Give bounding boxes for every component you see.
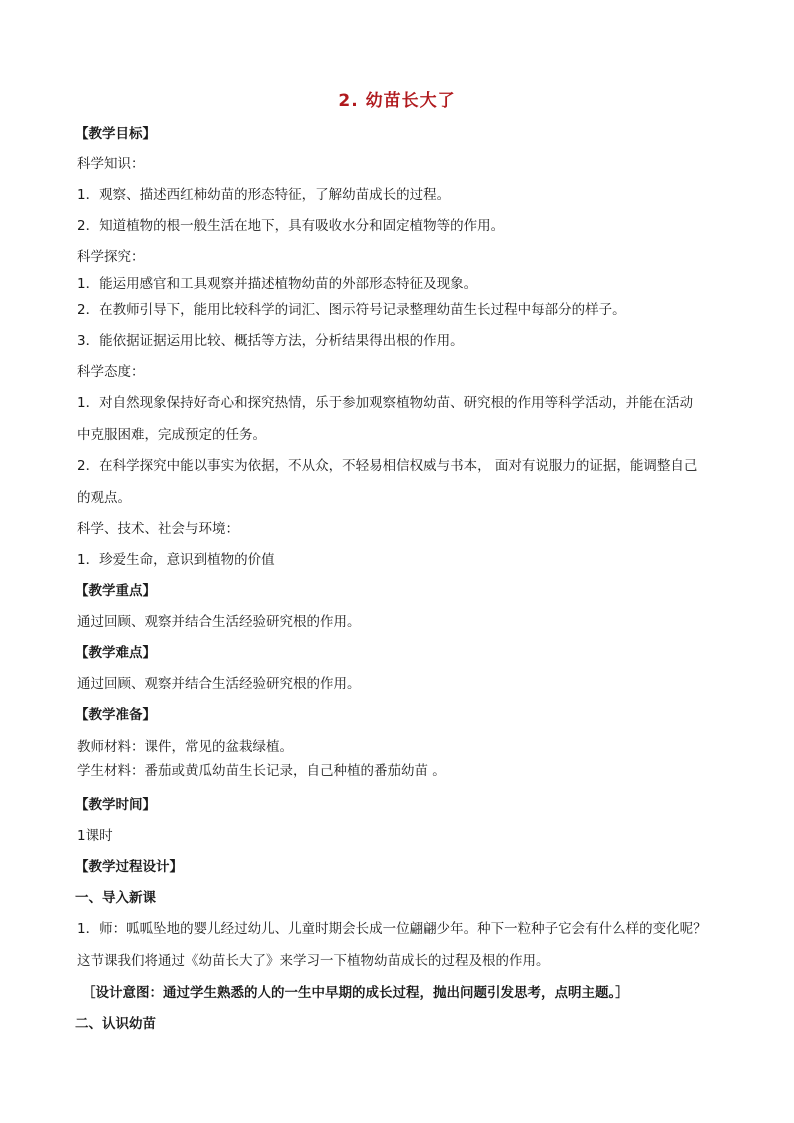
section-heading-process: 【教学过程设计】 [75, 859, 183, 875]
text-line: 2．在教师引导下，能用比较科学的词汇、图示符号记录整理幼苗生长过程中每部分的样子。 [77, 302, 626, 318]
section-heading-objectives: 【教学目标】 [75, 126, 156, 142]
text-line: 2．在科学探究中能以事实为依据，不从众，不轻易相信权威与书本， 面对有说服力的证据，能调整自己 [77, 458, 698, 474]
text-line: 中克服困难，完成预定的任务。 [77, 427, 266, 443]
text-line: 1．观察、描述西红柿幼苗的形态特征，了解幼苗成长的过程。 [77, 187, 451, 203]
text-line: 的观点。 [77, 490, 131, 506]
subsection-heading-intro: 一、导入新课 [75, 890, 156, 906]
design-intent-note: ［设计意图：通过学生熟悉的人的一生中早期的成长过程，抛出问题引发思考，点明主题。］ [82, 985, 629, 1001]
section-heading-key-points: 【教学重点】 [75, 583, 156, 599]
text-line: 这节课我们将通过《幼苗长大了》来学习一下植物幼苗成长的过程及根的作用。 [77, 953, 550, 969]
text-line: 1课时 [77, 828, 113, 844]
subheading-attitude: 科学态度： [77, 364, 145, 380]
text-line: 学生材料：番茄或黄瓜幼苗生长记录，自己种植的番茄幼苗 。 [77, 763, 446, 779]
text-line: 1．能运用感官和工具观察并描述植物幼苗的外部形态特征及现象。 [77, 276, 478, 292]
text-line: 2．知道植物的根一般生活在地下，具有吸收水分和固定植物等的作用。 [77, 218, 505, 234]
text-line: 教师材料：课件，常见的盆栽绿植。 [77, 739, 293, 755]
subheading-inquiry: 科学探究： [77, 249, 145, 265]
text-line: 1．师：呱呱坠地的婴儿经过幼儿、儿童时期会长成一位翩翩少年。种下一粒种子它会有什么样的变化呢？ [77, 921, 707, 937]
section-heading-preparation: 【教学准备】 [75, 707, 156, 723]
subheading-knowledge: 科学知识： [77, 156, 145, 172]
text-line: 通过回顾、观察并结合生活经验研究根的作用。 [77, 614, 361, 630]
subsection-heading-seedlings: 二、认识幼苗 [75, 1016, 156, 1032]
text-line: 3．能依据证据运用比较、概括等方法，分析结果得出根的作用。 [77, 333, 464, 349]
text-line: 通过回顾、观察并结合生活经验研究根的作用。 [77, 676, 361, 692]
section-heading-difficulties: 【教学难点】 [75, 645, 156, 661]
subheading-society: 科学、技术、社会与环境： [77, 521, 239, 537]
text-line: 1．对自然现象保持好奇心和探究热情，乐于参加观察植物幼苗、研究根的作用等科学活动，并能在活动 [77, 395, 694, 411]
section-heading-time: 【教学时间】 [75, 797, 156, 813]
page-title: 2. 幼苗长大了 [338, 91, 456, 111]
text-line: 1．珍爱生命，意识到植物的价值 [77, 552, 275, 568]
